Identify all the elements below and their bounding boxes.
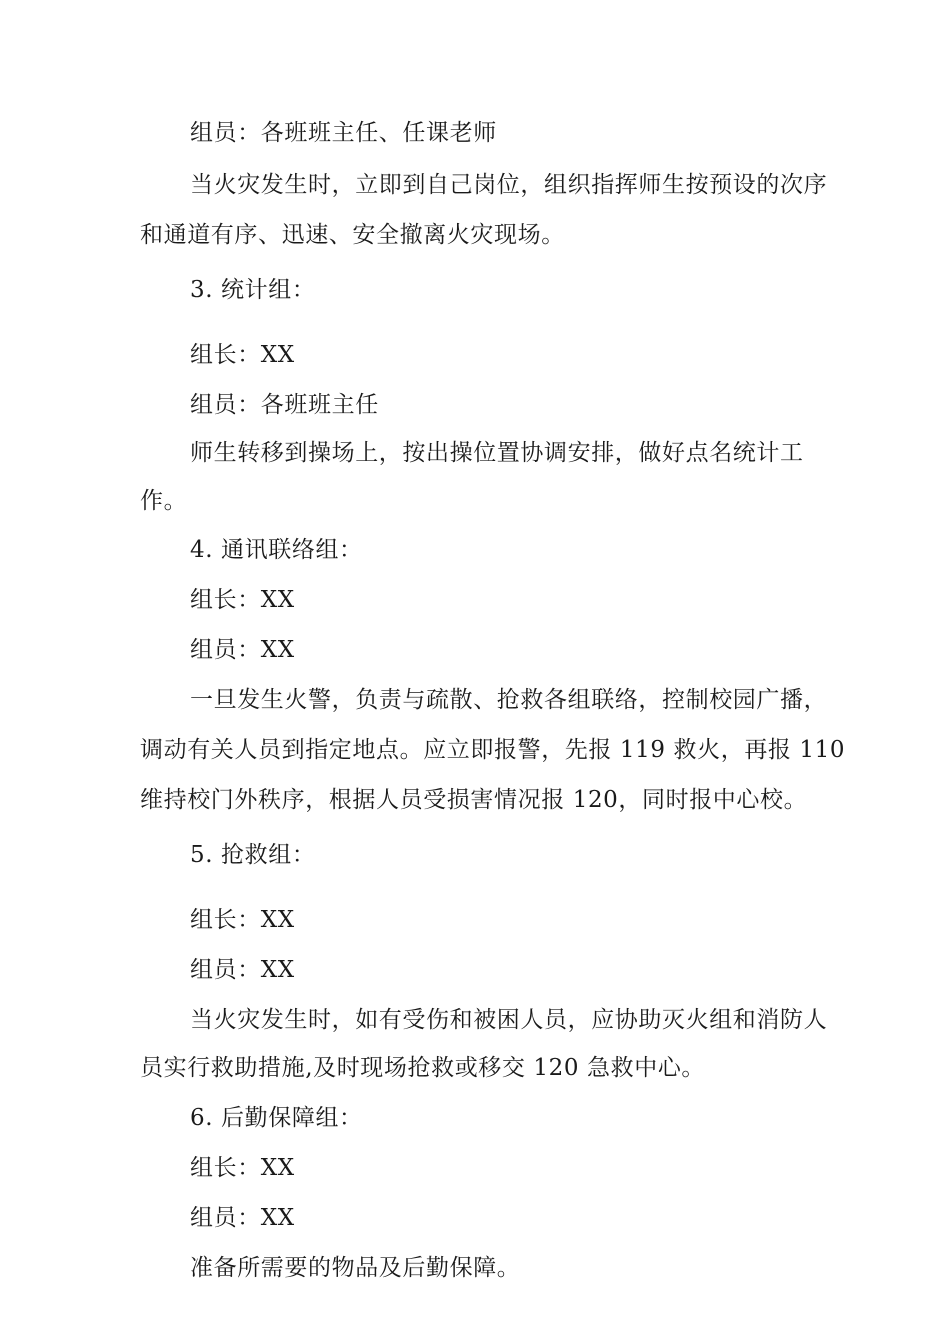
section-heading-statistics: 3. 统计组： bbox=[190, 277, 316, 303]
leader-line: 组长：XX bbox=[190, 907, 295, 933]
paragraph-line: 当火灾发生时，立即到自己岗位，组织指挥师生按预设的次序 bbox=[190, 172, 828, 198]
paragraph-line: 当火灾发生时，如有受伤和被困人员，应协助灭火组和消防人 bbox=[190, 1007, 828, 1033]
member-line: 组员：XX bbox=[190, 957, 295, 983]
paragraph-line: 师生转移到操场上，按出操位置协调安排，做好点名统计工 bbox=[190, 440, 804, 466]
leader-line: 组长：XX bbox=[190, 587, 295, 613]
paragraph-line: 员实行救助措施,及时现场抢救或移交 120 急救中心。 bbox=[140, 1055, 706, 1081]
paragraph-line: 作。 bbox=[140, 488, 188, 514]
leader-line: 组长：XX bbox=[190, 1155, 295, 1181]
paragraph-line: 调动有关人员到指定地点。应立即报警，先报 119 救火，再报 110 bbox=[140, 737, 846, 763]
member-line: 组员：XX bbox=[190, 637, 295, 663]
section-heading-communication: 4. 通讯联络组： bbox=[190, 537, 363, 563]
paragraph-line: 维持校门外秩序，根据人员受损害情况报 120，同时报中心校。 bbox=[140, 787, 808, 813]
leader-line: 组长：XX bbox=[190, 342, 295, 368]
paragraph-line: 一旦发生火警，负责与疏散、抢救各组联络，控制校园广播， bbox=[190, 687, 828, 713]
paragraph-line: 和通道有序、迅速、安全撤离火灾现场。 bbox=[140, 222, 565, 248]
member-line: 组员：各班班主任 bbox=[190, 392, 379, 418]
section-heading-logistics: 6. 后勤保障组： bbox=[190, 1105, 363, 1131]
member-line-evacuation: 组员：各班班主任、任课老师 bbox=[190, 120, 497, 146]
member-line: 组员：XX bbox=[190, 1205, 295, 1231]
section-heading-rescue: 5. 抢救组： bbox=[190, 842, 316, 868]
paragraph-line: 准备所需要的物品及后勤保障。 bbox=[190, 1255, 521, 1281]
